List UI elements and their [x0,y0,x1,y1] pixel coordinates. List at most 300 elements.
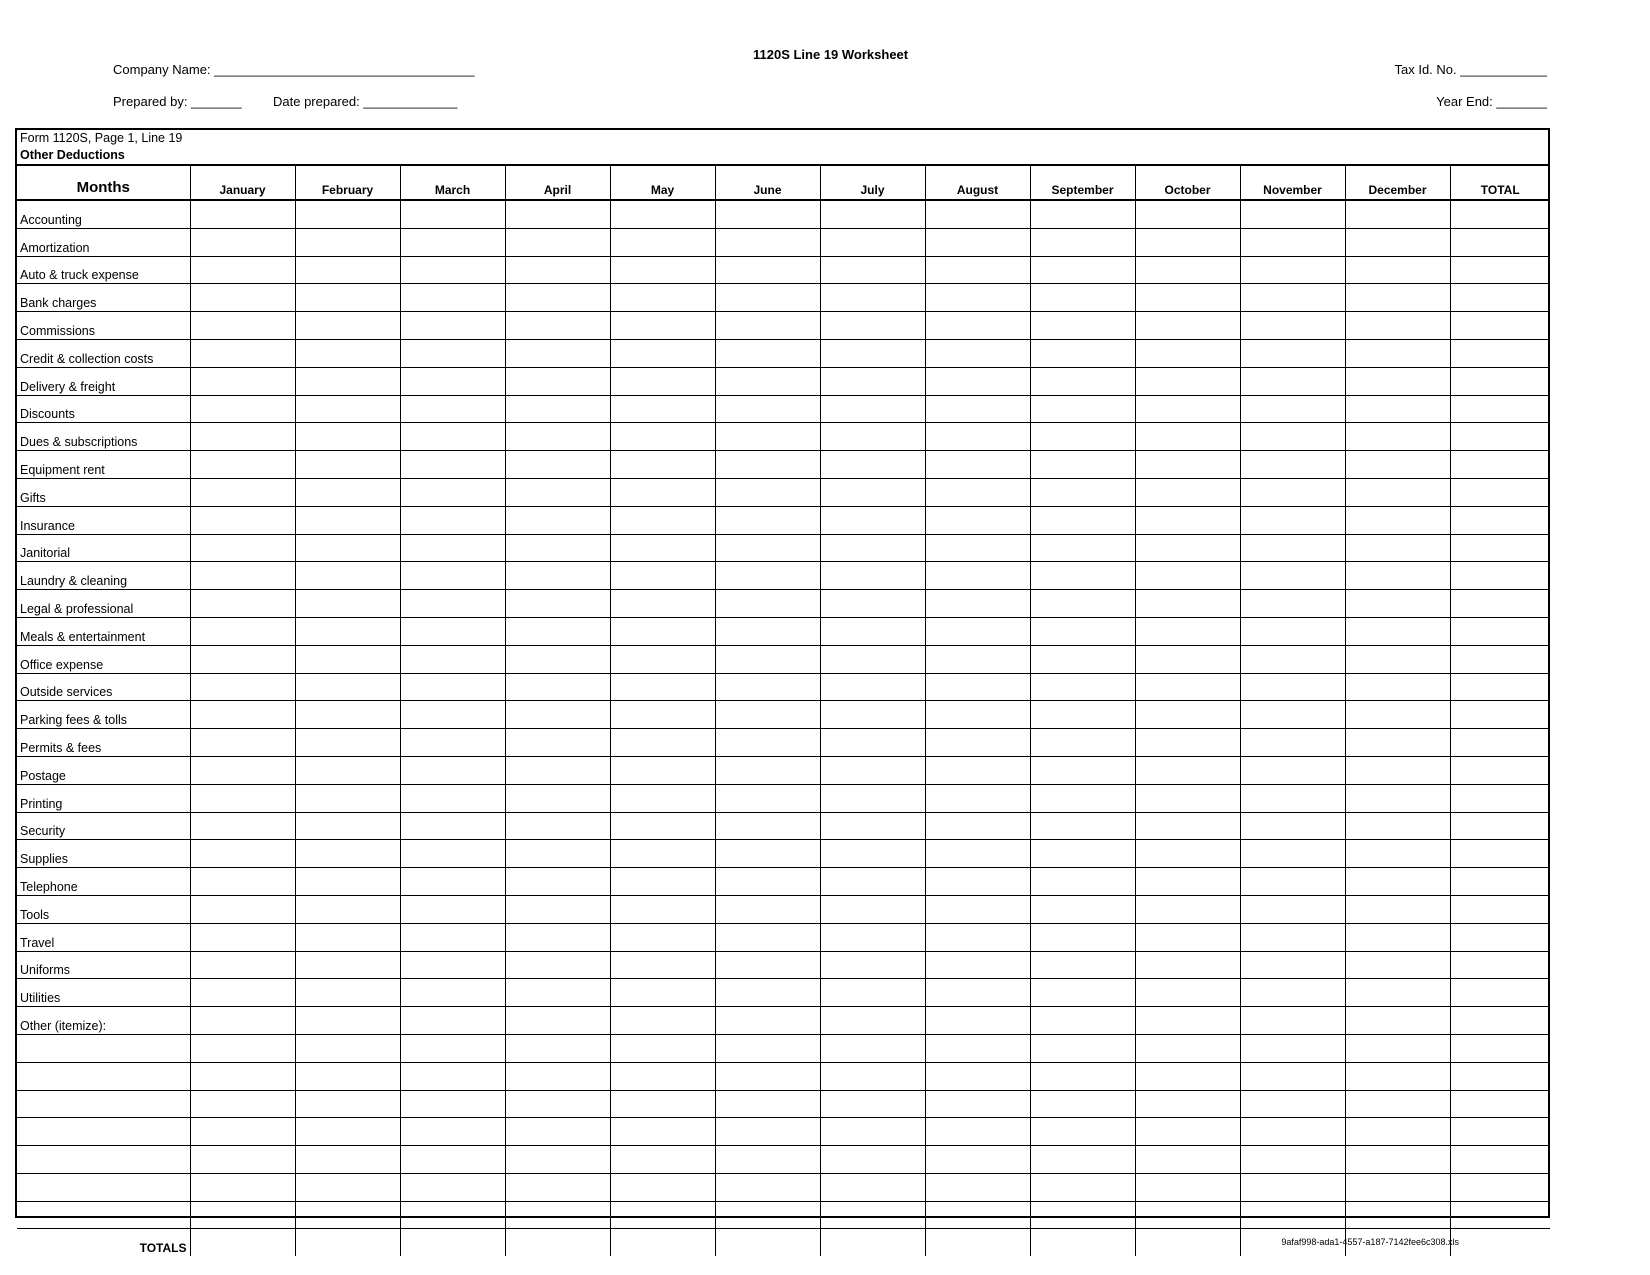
amount-cell[interactable] [400,200,505,228]
amount-cell[interactable] [1345,200,1450,228]
amount-cell[interactable] [1135,478,1240,506]
amount-cell[interactable] [715,478,820,506]
amount-cell[interactable] [1030,590,1135,618]
amount-cell[interactable] [925,506,1030,534]
amount-cell[interactable] [1240,1062,1345,1090]
amount-cell[interactable] [820,979,925,1007]
amount-cell[interactable] [1345,868,1450,896]
amount-cell[interactable] [295,1062,400,1090]
amount-cell[interactable] [1450,645,1550,673]
amount-cell[interactable] [1240,673,1345,701]
amount-cell[interactable] [1450,756,1550,784]
amount-cell[interactable] [1240,923,1345,951]
amount-cell[interactable] [190,868,295,896]
amount-cell[interactable] [1345,395,1450,423]
amount-cell[interactable] [400,590,505,618]
amount-cell[interactable] [1345,590,1450,618]
amount-cell[interactable] [1030,756,1135,784]
amount-cell[interactable] [1030,451,1135,479]
amount-cell[interactable] [295,951,400,979]
amount-cell[interactable] [1135,617,1240,645]
amount-cell[interactable] [820,923,925,951]
amount-cell[interactable] [1030,339,1135,367]
amount-cell[interactable] [1450,923,1550,951]
amount-cell[interactable] [1030,534,1135,562]
amount-cell[interactable] [610,840,715,868]
amount-cell[interactable] [400,1007,505,1035]
amount-cell[interactable] [610,256,715,284]
amount-cell[interactable] [610,1062,715,1090]
amount-cell[interactable] [400,284,505,312]
amount-cell[interactable] [610,701,715,729]
amount-cell[interactable] [295,729,400,757]
amount-cell[interactable] [505,701,610,729]
amount-cell[interactable] [1450,1229,1550,1256]
amount-cell[interactable] [820,617,925,645]
amount-cell[interactable] [1240,1007,1345,1035]
amount-cell[interactable] [1345,1090,1450,1118]
amount-cell[interactable] [1135,840,1240,868]
amount-cell[interactable] [295,506,400,534]
amount-cell[interactable] [610,951,715,979]
amount-cell[interactable] [715,756,820,784]
amount-cell[interactable] [190,673,295,701]
amount-cell[interactable] [1030,1034,1135,1062]
amount-cell[interactable] [925,1201,1030,1229]
amount-cell[interactable] [1135,951,1240,979]
amount-cell[interactable] [1030,562,1135,590]
amount-cell[interactable] [190,284,295,312]
amount-cell[interactable] [1450,256,1550,284]
amount-cell[interactable] [400,951,505,979]
amount-cell[interactable] [1450,395,1550,423]
amount-cell[interactable] [1135,1173,1240,1201]
amount-cell[interactable] [925,312,1030,340]
amount-cell[interactable] [295,673,400,701]
amount-cell[interactable] [190,701,295,729]
amount-cell[interactable] [820,756,925,784]
amount-cell[interactable] [820,478,925,506]
amount-cell[interactable] [925,784,1030,812]
amount-cell[interactable] [400,256,505,284]
amount-cell[interactable] [1450,451,1550,479]
amount-cell[interactable] [505,590,610,618]
amount-cell[interactable] [1240,895,1345,923]
amount-cell[interactable] [1240,451,1345,479]
amount-cell[interactable] [925,1118,1030,1146]
amount-cell[interactable] [1135,1146,1240,1174]
amount-cell[interactable] [190,228,295,256]
amount-cell[interactable] [925,617,1030,645]
amount-cell[interactable] [925,1229,1030,1256]
amount-cell[interactable] [715,590,820,618]
amount-cell[interactable] [1345,506,1450,534]
amount-cell[interactable] [925,868,1030,896]
amount-cell[interactable] [820,1007,925,1035]
amount-cell[interactable] [820,645,925,673]
amount-cell[interactable] [295,562,400,590]
amount-cell[interactable] [400,979,505,1007]
amount-cell[interactable] [1030,868,1135,896]
amount-cell[interactable] [1240,423,1345,451]
amount-cell[interactable] [1450,617,1550,645]
amount-cell[interactable] [925,979,1030,1007]
amount-cell[interactable] [1450,1007,1550,1035]
amount-cell[interactable] [1135,1090,1240,1118]
amount-cell[interactable] [190,478,295,506]
amount-cell[interactable] [400,923,505,951]
amount-cell[interactable] [400,1229,505,1256]
amount-cell[interactable] [1030,1090,1135,1118]
amount-cell[interactable] [1030,840,1135,868]
amount-cell[interactable] [505,617,610,645]
amount-cell[interactable] [715,812,820,840]
amount-cell[interactable] [715,534,820,562]
amount-cell[interactable] [1240,701,1345,729]
amount-cell[interactable] [925,1173,1030,1201]
amount-cell[interactable] [190,562,295,590]
amount-cell[interactable] [1450,840,1550,868]
amount-cell[interactable] [610,590,715,618]
amount-cell[interactable] [1135,339,1240,367]
amount-cell[interactable] [610,812,715,840]
amount-cell[interactable] [505,756,610,784]
amount-cell[interactable] [505,673,610,701]
amount-cell[interactable] [610,395,715,423]
amount-cell[interactable] [1240,1118,1345,1146]
amount-cell[interactable] [610,200,715,228]
amount-cell[interactable] [295,478,400,506]
amount-cell[interactable] [1240,617,1345,645]
amount-cell[interactable] [400,868,505,896]
amount-cell[interactable] [610,451,715,479]
amount-cell[interactable] [925,1090,1030,1118]
amount-cell[interactable] [1030,1173,1135,1201]
amount-cell[interactable] [190,423,295,451]
amount-cell[interactable] [715,228,820,256]
amount-cell[interactable] [1345,1173,1450,1201]
amount-cell[interactable] [1240,284,1345,312]
amount-cell[interactable] [295,979,400,1007]
amount-cell[interactable] [190,756,295,784]
amount-cell[interactable] [295,840,400,868]
amount-cell[interactable] [1135,895,1240,923]
amount-cell[interactable] [505,840,610,868]
amount-cell[interactable] [820,1146,925,1174]
amount-cell[interactable] [1135,312,1240,340]
amount-cell[interactable] [820,228,925,256]
amount-cell[interactable] [715,1118,820,1146]
amount-cell[interactable] [715,1173,820,1201]
amount-cell[interactable] [1450,534,1550,562]
amount-cell[interactable] [610,1034,715,1062]
amount-cell[interactable] [295,812,400,840]
amount-cell[interactable] [1240,200,1345,228]
amount-cell[interactable] [1450,228,1550,256]
amount-cell[interactable] [1135,868,1240,896]
amount-cell[interactable] [1240,645,1345,673]
amount-cell[interactable] [400,423,505,451]
amount-cell[interactable] [1135,284,1240,312]
amount-cell[interactable] [1030,228,1135,256]
amount-cell[interactable] [1450,367,1550,395]
amount-cell[interactable] [505,339,610,367]
amount-cell[interactable] [610,1090,715,1118]
amount-cell[interactable] [820,423,925,451]
amount-cell[interactable] [505,256,610,284]
amount-cell[interactable] [925,701,1030,729]
amount-cell[interactable] [1030,1146,1135,1174]
amount-cell[interactable] [190,1118,295,1146]
amount-cell[interactable] [925,451,1030,479]
amount-cell[interactable] [610,1146,715,1174]
amount-cell[interactable] [715,1146,820,1174]
amount-cell[interactable] [1240,228,1345,256]
amount-cell[interactable] [1240,812,1345,840]
amount-cell[interactable] [190,200,295,228]
amount-cell[interactable] [400,617,505,645]
amount-cell[interactable] [1135,812,1240,840]
amount-cell[interactable] [190,1062,295,1090]
year-end-field[interactable]: Year End: _______ [1436,94,1547,109]
amount-cell[interactable] [505,562,610,590]
amount-cell[interactable] [1450,1118,1550,1146]
amount-cell[interactable] [505,784,610,812]
amount-cell[interactable] [715,645,820,673]
amount-cell[interactable] [610,478,715,506]
amount-cell[interactable] [1345,1146,1450,1174]
amount-cell[interactable] [190,506,295,534]
amount-cell[interactable] [820,784,925,812]
amount-cell[interactable] [1135,228,1240,256]
amount-cell[interactable] [1030,367,1135,395]
amount-cell[interactable] [820,312,925,340]
amount-cell[interactable] [1345,895,1450,923]
amount-cell[interactable] [1240,367,1345,395]
amount-cell[interactable] [190,1229,295,1256]
amount-cell[interactable] [1450,1034,1550,1062]
amount-cell[interactable] [1450,562,1550,590]
amount-cell[interactable] [295,312,400,340]
amount-cell[interactable] [1030,645,1135,673]
amount-cell[interactable] [400,395,505,423]
amount-cell[interactable] [190,979,295,1007]
amount-cell[interactable] [820,284,925,312]
amount-cell[interactable] [1450,951,1550,979]
amount-cell[interactable] [925,367,1030,395]
amount-cell[interactable] [1450,895,1550,923]
amount-cell[interactable] [1240,756,1345,784]
amount-cell[interactable] [1135,923,1240,951]
amount-cell[interactable] [820,590,925,618]
amount-cell[interactable] [610,645,715,673]
amount-cell[interactable] [505,451,610,479]
amount-cell[interactable] [400,645,505,673]
amount-cell[interactable] [820,1118,925,1146]
company-name-field[interactable]: Company Name: ____________________________________ [113,62,475,77]
amount-cell[interactable] [400,729,505,757]
amount-cell[interactable] [1135,673,1240,701]
amount-cell[interactable] [1345,367,1450,395]
amount-cell[interactable] [505,284,610,312]
amount-cell[interactable] [1240,951,1345,979]
amount-cell[interactable] [715,979,820,1007]
amount-cell[interactable] [1345,617,1450,645]
amount-cell[interactable] [400,478,505,506]
amount-cell[interactable] [505,1034,610,1062]
date-prepared-field[interactable]: Date prepared: _____________ [273,94,458,109]
amount-cell[interactable] [925,923,1030,951]
amount-cell[interactable] [190,395,295,423]
amount-cell[interactable] [190,1146,295,1174]
amount-cell[interactable] [295,784,400,812]
amount-cell[interactable] [820,451,925,479]
amount-cell[interactable] [1240,784,1345,812]
amount-cell[interactable] [1345,729,1450,757]
amount-cell[interactable] [295,451,400,479]
amount-cell[interactable] [400,339,505,367]
amount-cell[interactable] [1450,312,1550,340]
amount-cell[interactable] [295,1034,400,1062]
amount-cell[interactable] [505,895,610,923]
amount-cell[interactable] [925,256,1030,284]
amount-cell[interactable] [1450,812,1550,840]
amount-cell[interactable] [1345,840,1450,868]
amount-cell[interactable] [1135,784,1240,812]
amount-cell[interactable] [715,895,820,923]
amount-cell[interactable] [400,1173,505,1201]
amount-cell[interactable] [1030,1229,1135,1256]
amount-cell[interactable] [1240,506,1345,534]
amount-cell[interactable] [400,506,505,534]
amount-cell[interactable] [715,701,820,729]
amount-cell[interactable] [925,1007,1030,1035]
amount-cell[interactable] [505,812,610,840]
amount-cell[interactable] [190,1090,295,1118]
amount-cell[interactable] [820,534,925,562]
amount-cell[interactable] [715,423,820,451]
amount-cell[interactable] [295,423,400,451]
amount-cell[interactable] [190,1201,295,1229]
amount-cell[interactable] [925,534,1030,562]
amount-cell[interactable] [1135,367,1240,395]
amount-cell[interactable] [1450,1062,1550,1090]
amount-cell[interactable] [1450,200,1550,228]
amount-cell[interactable] [715,451,820,479]
amount-cell[interactable] [505,645,610,673]
amount-cell[interactable] [1135,395,1240,423]
amount-cell[interactable] [925,423,1030,451]
amount-cell[interactable] [1345,451,1450,479]
amount-cell[interactable] [505,729,610,757]
amount-cell[interactable] [1240,729,1345,757]
amount-cell[interactable] [1345,701,1450,729]
amount-cell[interactable] [295,1118,400,1146]
amount-cell[interactable] [400,1118,505,1146]
amount-cell[interactable] [715,673,820,701]
amount-cell[interactable] [505,1201,610,1229]
amount-cell[interactable] [1345,1062,1450,1090]
amount-cell[interactable] [505,312,610,340]
amount-cell[interactable] [1240,1146,1345,1174]
amount-cell[interactable] [610,1201,715,1229]
amount-cell[interactable] [190,923,295,951]
amount-cell[interactable] [1030,1118,1135,1146]
amount-cell[interactable] [1030,395,1135,423]
amount-cell[interactable] [1345,423,1450,451]
amount-cell[interactable] [295,701,400,729]
amount-cell[interactable] [820,506,925,534]
amount-cell[interactable] [295,367,400,395]
amount-cell[interactable] [715,1201,820,1229]
amount-cell[interactable] [1240,590,1345,618]
amount-cell[interactable] [190,729,295,757]
amount-cell[interactable] [715,312,820,340]
amount-cell[interactable] [820,256,925,284]
amount-cell[interactable] [295,1146,400,1174]
amount-cell[interactable] [1030,506,1135,534]
amount-cell[interactable] [1030,895,1135,923]
amount-cell[interactable] [400,1146,505,1174]
amount-cell[interactable] [610,756,715,784]
amount-cell[interactable] [190,840,295,868]
amount-cell[interactable] [925,1062,1030,1090]
amount-cell[interactable] [610,1173,715,1201]
amount-cell[interactable] [1450,478,1550,506]
amount-cell[interactable] [1030,951,1135,979]
amount-cell[interactable] [400,1034,505,1062]
amount-cell[interactable] [925,590,1030,618]
amount-cell[interactable] [715,1034,820,1062]
amount-cell[interactable] [610,284,715,312]
amount-cell[interactable] [1030,923,1135,951]
amount-cell[interactable] [1450,1201,1550,1229]
amount-cell[interactable] [400,756,505,784]
amount-cell[interactable] [295,1201,400,1229]
amount-cell[interactable] [820,729,925,757]
amount-cell[interactable] [190,1034,295,1062]
amount-cell[interactable] [1345,312,1450,340]
amount-cell[interactable] [715,923,820,951]
amount-cell[interactable] [715,840,820,868]
amount-cell[interactable] [715,617,820,645]
amount-cell[interactable] [1135,645,1240,673]
amount-cell[interactable] [505,1229,610,1256]
amount-cell[interactable] [820,951,925,979]
amount-cell[interactable] [505,506,610,534]
amount-cell[interactable] [1135,534,1240,562]
amount-cell[interactable] [610,617,715,645]
amount-cell[interactable] [715,562,820,590]
amount-cell[interactable] [1345,756,1450,784]
amount-cell[interactable] [925,562,1030,590]
amount-cell[interactable] [400,1062,505,1090]
amount-cell[interactable] [400,312,505,340]
amount-cell[interactable] [1240,1034,1345,1062]
amount-cell[interactable] [610,979,715,1007]
amount-cell[interactable] [715,339,820,367]
amount-cell[interactable] [1450,339,1550,367]
amount-cell[interactable] [1450,784,1550,812]
amount-cell[interactable] [1345,1007,1450,1035]
amount-cell[interactable] [925,756,1030,784]
amount-cell[interactable] [1345,478,1450,506]
amount-cell[interactable] [505,1118,610,1146]
amount-cell[interactable] [1240,256,1345,284]
amount-cell[interactable] [1135,1201,1240,1229]
amount-cell[interactable] [715,784,820,812]
amount-cell[interactable] [400,895,505,923]
